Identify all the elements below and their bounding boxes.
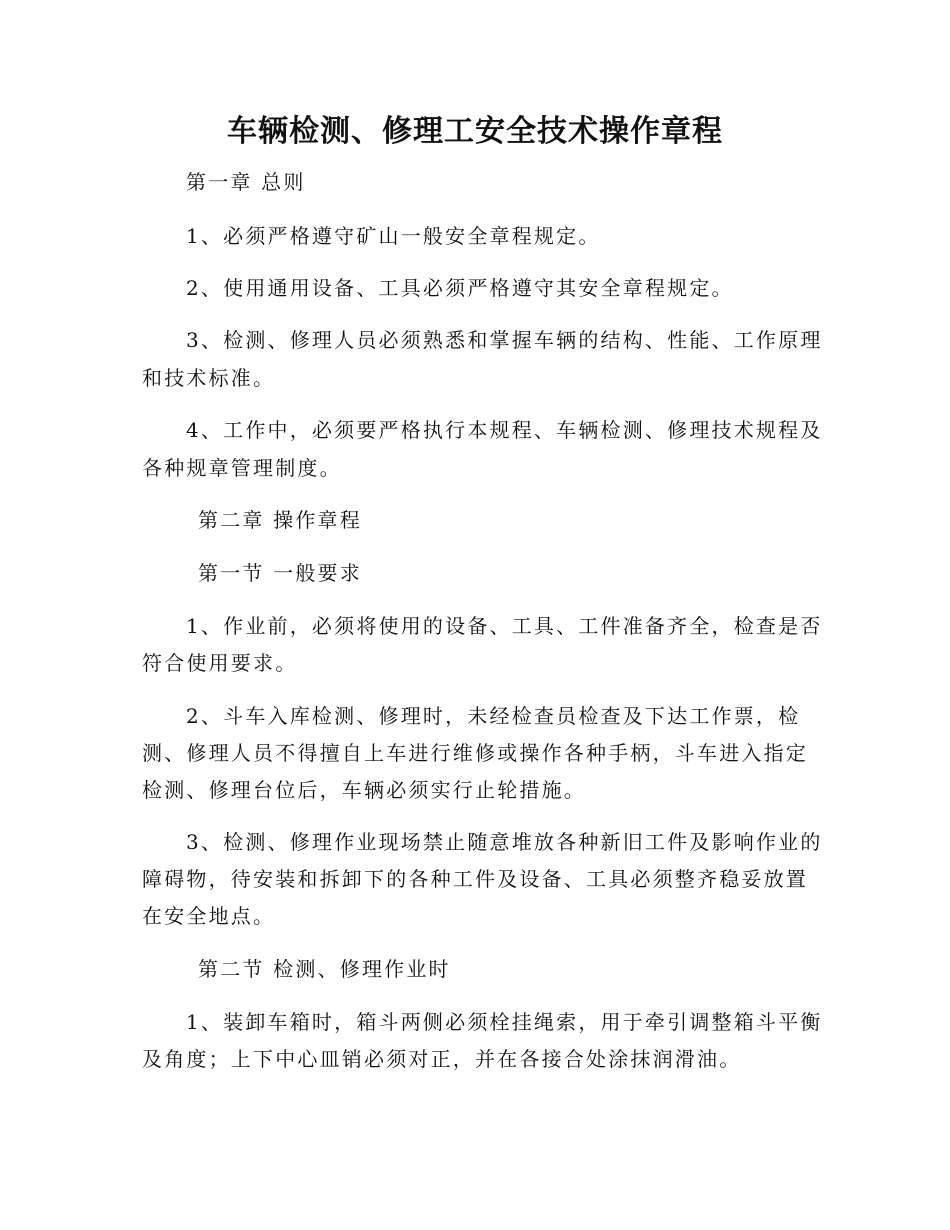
paragraph-line: 1、装卸车箱时，箱斗两侧必须栓挂绳索，用于牵引调整箱斗平衡: [186, 1010, 823, 1034]
paragraph-line: 各种规章管理制度。: [142, 456, 342, 480]
paragraph-line: 及角度；上下中心皿销必须对正，并在各接合处涂抹润滑油。: [142, 1047, 742, 1071]
paragraph-line: 3、检测、修理人员必须熟悉和掌握车辆的结构、性能、工作原理: [186, 328, 823, 352]
paragraph-line: 1、作业前，必须将使用的设备、工具、工件准备齐全，检查是否: [186, 614, 823, 638]
paragraph-line: 测、修理人员不得擅自上车进行维修或操作各种手柄，斗车进入指定: [142, 741, 808, 765]
paragraph-line: 2、斗车入库检测、修理时，未经检查员检查及下达工作票，检: [186, 704, 801, 728]
paragraph-line: 和技术标准。: [142, 366, 276, 390]
paragraph-line: 2、使用通用设备、工具必须严格遵守其安全章程规定。: [186, 276, 734, 300]
paragraph-line: 4、工作中，必须要严格执行本规程、车辆检测、修理技术规程及: [186, 418, 823, 442]
paragraph-line: 3、检测、修理作业现场禁止随意堆放各种新旧工件及影响作业的: [186, 830, 823, 854]
paragraph-line: 障碍物，待安装和拆卸下的各种工件及设备、工具必须整齐稳妥放置: [142, 867, 808, 891]
chapter-heading: 第二章 操作章程: [198, 508, 362, 532]
paragraph-line: 符合使用要求。: [142, 651, 298, 675]
section-heading: 第一节 一般要求: [198, 561, 362, 585]
chapter-heading: 第一章 总则: [186, 170, 306, 194]
document-title: 车辆检测、修理工安全技术操作章程: [227, 114, 723, 149]
paragraph-line: 在安全地点。: [142, 904, 276, 928]
paragraph-line: 检测、修理台位后，车辆必须实行止轮措施。: [142, 778, 586, 802]
paragraph-line: 1、必须严格遵守矿山一般安全章程规定。: [186, 224, 601, 248]
section-heading: 第二节 检测、修理作业时: [198, 957, 451, 981]
